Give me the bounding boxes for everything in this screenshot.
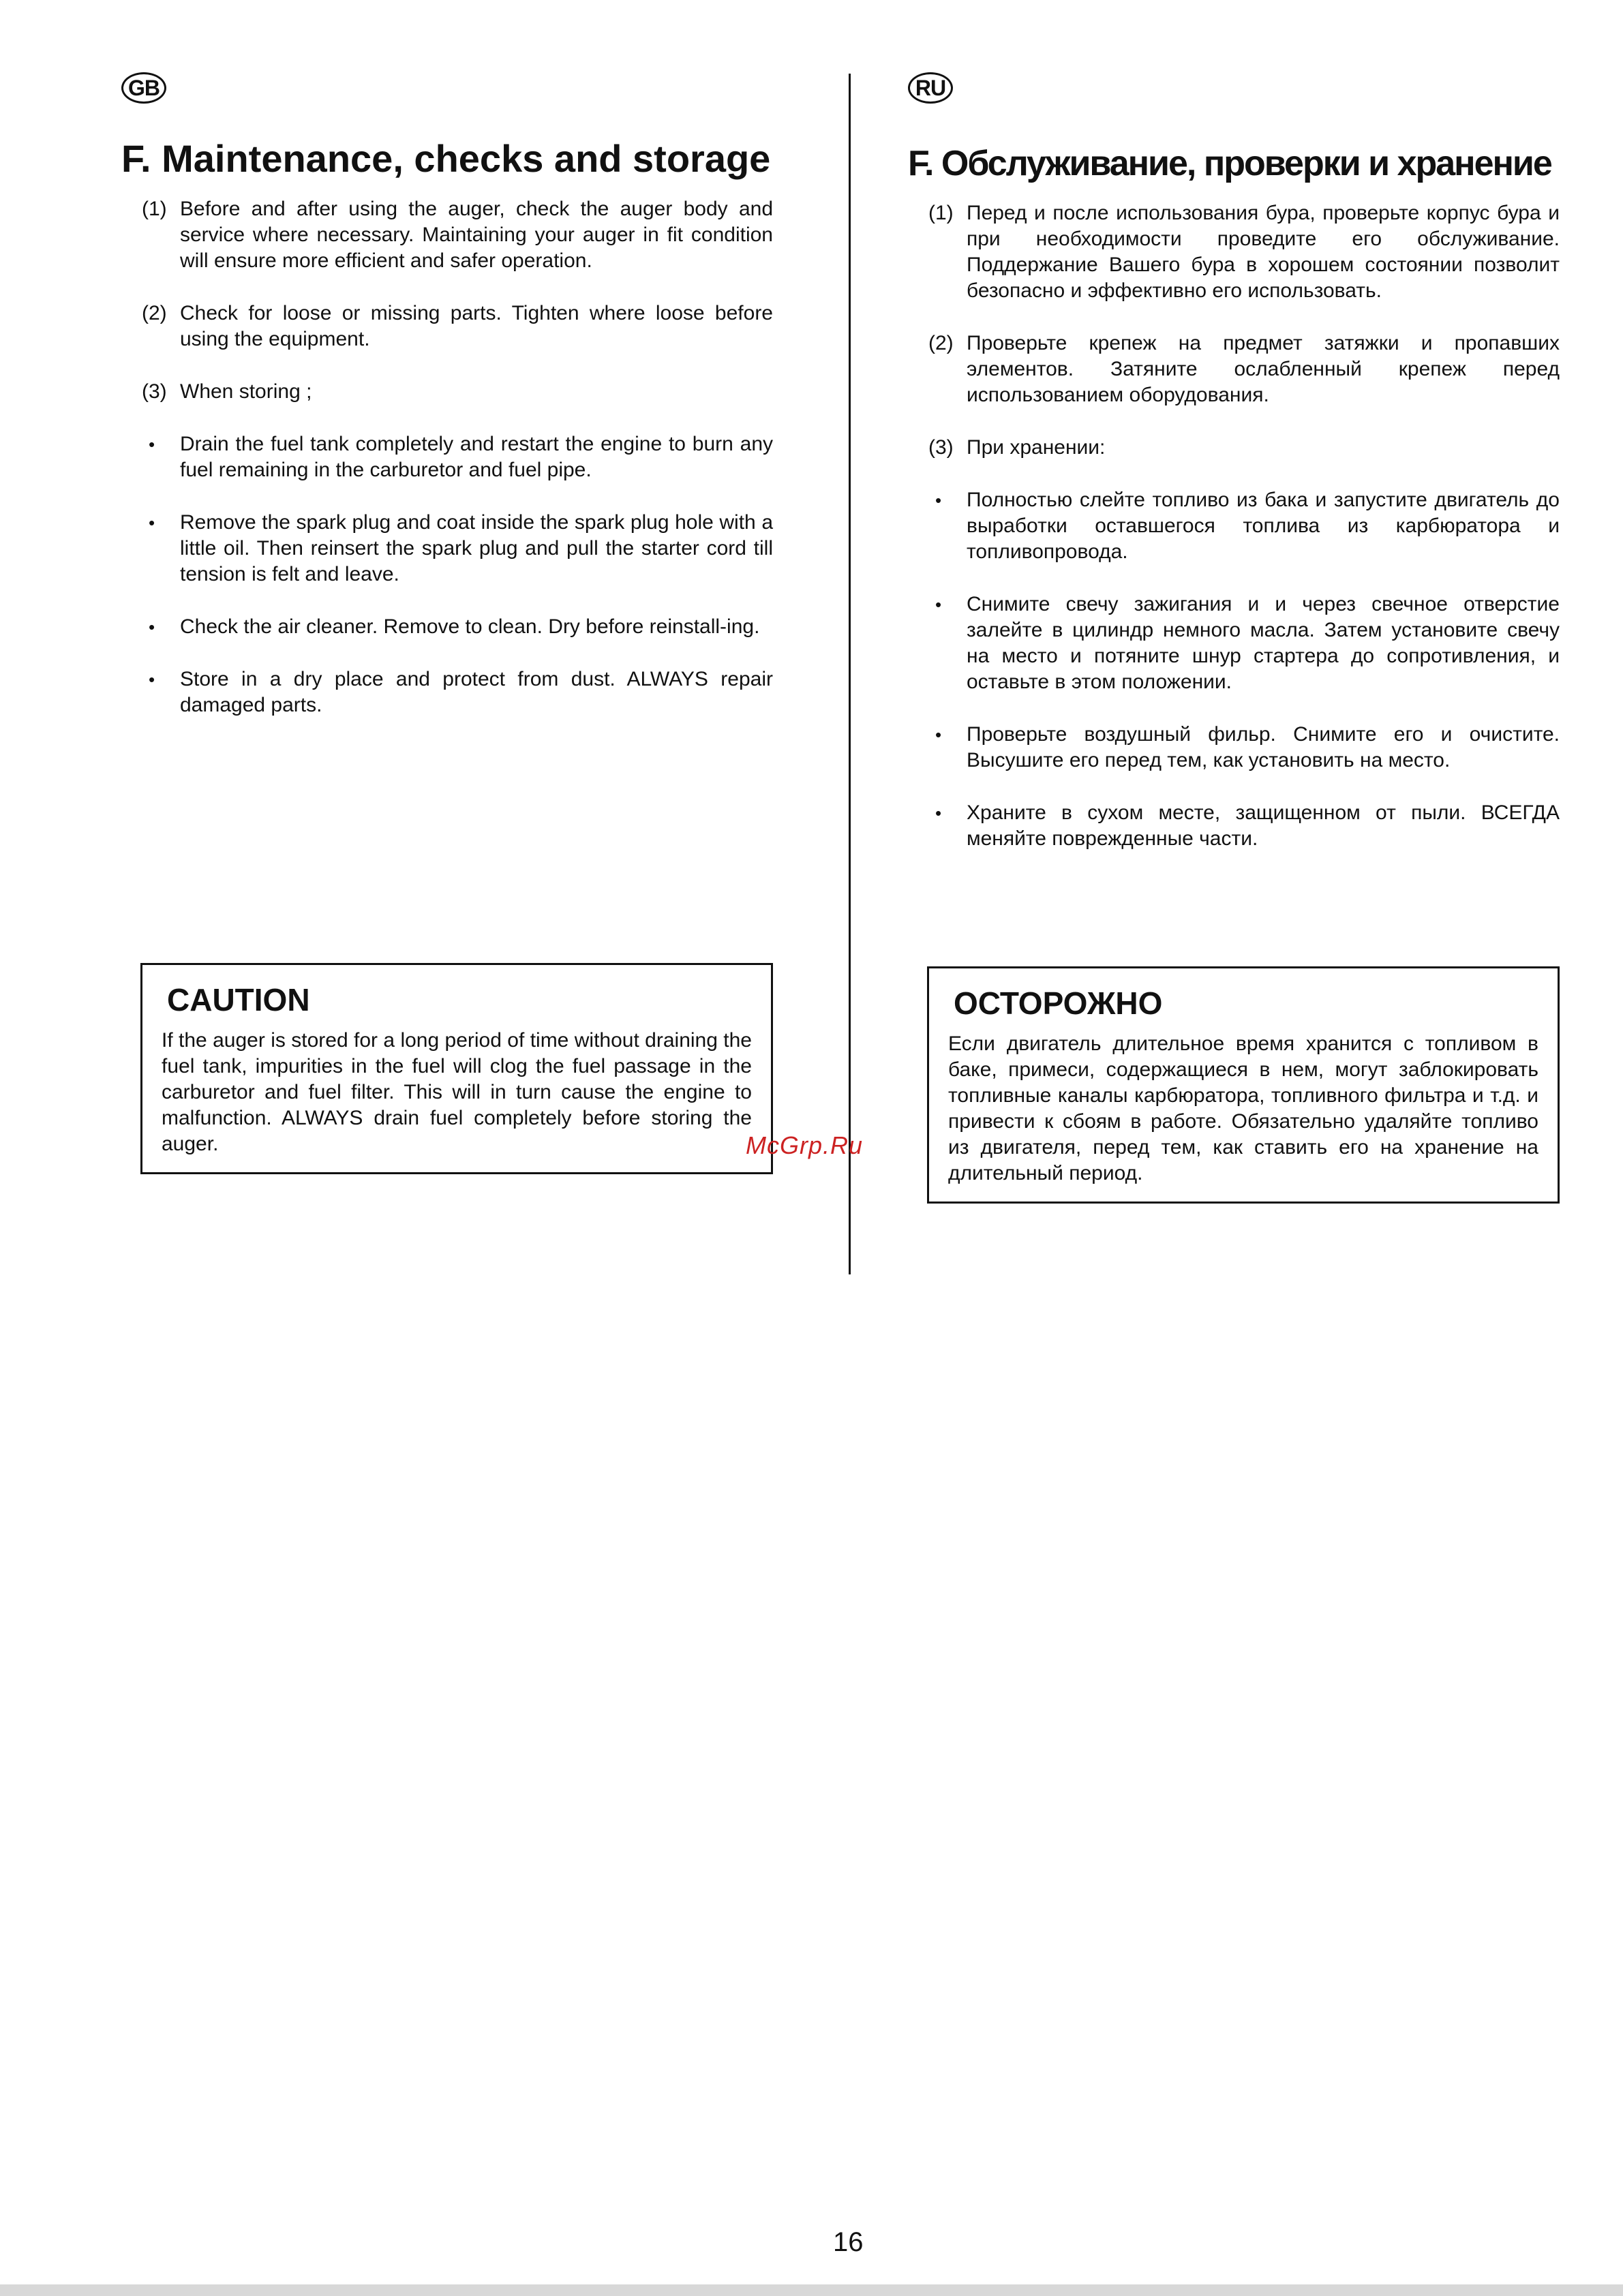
list-marker: (2): [928, 332, 954, 354]
list-item: [928, 800, 1560, 852]
caution-title-ru: ОСТОРОЖНО: [954, 985, 1163, 1021]
caution-title-gb: CAUTION: [167, 982, 310, 1017]
list-item-text: Полностью слейте топливо из бака и запустите двигатель до выработки оставшегося топлива из карбюратора и топливопровода.: [967, 489, 1560, 563]
language-badge-gb: GB: [121, 72, 166, 104]
list-item-text: Храните в сухом месте, защищенном от пыли. ВСЕГДА меняйте поврежденные части.: [967, 801, 1560, 850]
list-item: [142, 431, 773, 483]
list-item: [142, 667, 773, 718]
list-item-text: Проверьте крепеж на предмет затяжки и пропавших элементов. Затяните ослабленный крепеж перед использованием оборудования.: [967, 332, 1560, 406]
list-item-text: When storing ;: [180, 380, 312, 403]
section-title-gb: F. Maintenance, checks and storage: [121, 137, 771, 180]
bullet-marker: •: [935, 803, 942, 823]
bullet-marker: •: [149, 617, 155, 637]
list-item-text: Store in a dry place and protect from dust. ALWAYS repair damaged parts.: [180, 668, 773, 716]
list-marker: (1): [142, 198, 167, 220]
list-marker: (3): [142, 380, 167, 403]
list-item: [928, 592, 1560, 695]
list-item-text: Remove the spark plug and coat inside the spark plug hole with a little oil. Then reinsert the spark plug and pull the starter cord till tension is felt and leave.: [180, 511, 773, 585]
list-item-text: Check for loose or missing parts. Tighten where loose before using the equipment.: [180, 302, 773, 350]
list-item: [928, 487, 1560, 565]
bullet-marker: •: [149, 512, 155, 533]
maintenance-list-gb: [142, 196, 773, 745]
column-divider: [849, 74, 851, 1274]
list-item: [142, 614, 773, 640]
list-item: [142, 510, 773, 587]
bullet-marker: •: [935, 724, 942, 745]
caution-box-ru: [927, 966, 1560, 1204]
bullet-marker: •: [149, 669, 155, 690]
list-item: [928, 200, 1560, 304]
watermark-link[interactable]: McGrp.Ru: [746, 1131, 864, 1159]
list-item-text: Check the air cleaner. Remove to clean. Dry before reinstall-ing.: [180, 615, 760, 638]
list-marker: (3): [928, 436, 954, 459]
caution-box-gb: [140, 963, 773, 1174]
list-marker: (2): [142, 302, 167, 324]
section-title-ru: F. Обслуживание, проверки и хранение: [908, 144, 1551, 183]
list-item: [928, 722, 1560, 774]
list-item-text: Проверьте воздушный фильр. Снимите его и очистите. Высушите его перед тем, как установить на место.: [967, 723, 1560, 771]
list-item: [928, 435, 1560, 461]
page-number: 16: [833, 2227, 864, 2257]
caution-text-ru: Если двигатель длительное время хранится с топливом в баке, примеси, содержащиеся в нем, могут заблокировать топливные каналы карбюратора, топливного фильтра и т.д. и привести к сбоям в работе. Обязательно удаляйте топливо из двигателя, перед тем, как ставить его на хранение на длительный период.: [948, 1032, 1538, 1184]
list-item-text: Перед и после использования бура, проверьте корпус бура и при необходимости проведите его обслуживание. Поддержание Вашего бура в хорошем состоянии позволит безопасно и эффективно его использовать.: [967, 202, 1560, 302]
caution-text-gb: If the auger is stored for a long period of time without draining the fuel tank, impurities in the fuel will clog the fuel passage in the carburetor and fuel filter. This will in turn cause the engine to malfunction. ALWAYS drain fuel completely before storing the auger.: [162, 1029, 752, 1155]
page-bottom-edge: [0, 2284, 1623, 2296]
list-item-text: Снимите свечу зажигания и и через свечное отверстие залейте в цилиндр немного масла. Затем установите свечу на место и потяните шнур стартера до сопротивления, и оставьте в этом положении.: [967, 593, 1560, 693]
bullet-marker: •: [935, 490, 942, 510]
list-marker: (1): [928, 202, 954, 224]
list-item: [142, 196, 773, 274]
bullet-marker: •: [149, 434, 155, 455]
list-item-text: При хранении:: [967, 436, 1106, 459]
list-item: [142, 301, 773, 352]
bullet-marker: •: [935, 594, 942, 615]
list-item-text: Before and after using the auger, check the auger body and service where necessary. Maintaining your auger in fit condition will ensure more efficient and safer operation.: [180, 198, 773, 272]
list-item: [928, 331, 1560, 408]
maintenance-list-ru: [928, 200, 1560, 878]
list-item-text: Drain the fuel tank completely and restart the engine to burn any fuel remaining in the carburetor and fuel pipe.: [180, 433, 773, 481]
language-badge-ru: RU: [908, 72, 953, 104]
list-item: [142, 379, 773, 405]
